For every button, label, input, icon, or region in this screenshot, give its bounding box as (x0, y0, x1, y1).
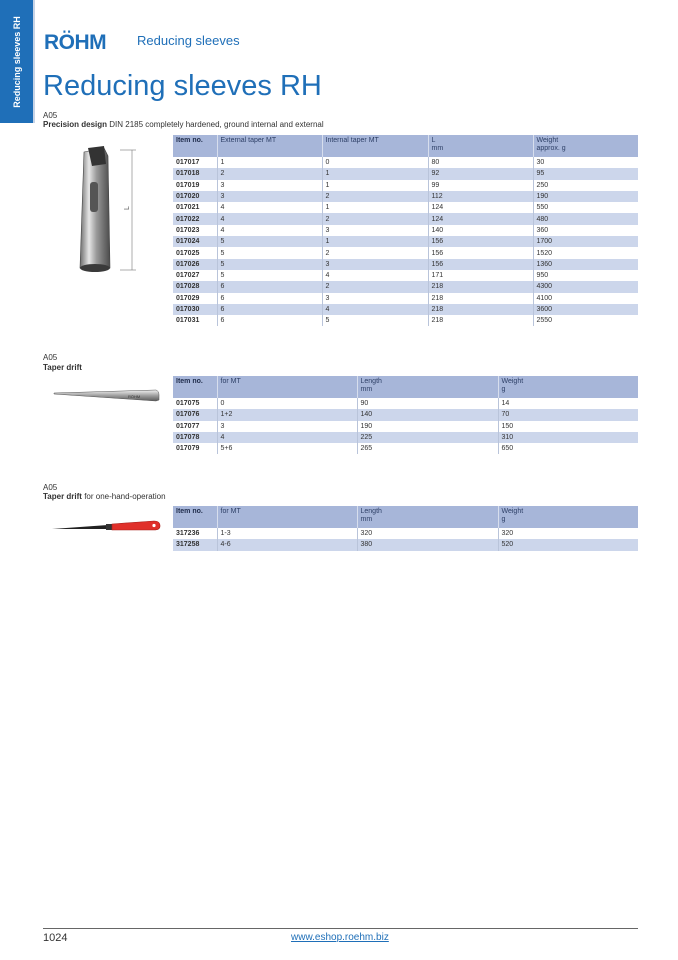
section3-desc-bold: Taper drift (43, 492, 82, 501)
table-cell: 218 (428, 281, 533, 292)
one-hand-drift-table (173, 506, 638, 551)
table-cell: 480 (533, 213, 638, 224)
svg-text:RÖHM: RÖHM (44, 31, 107, 53)
table-cell: 92 (428, 168, 533, 179)
section2-code: A05 (43, 353, 58, 362)
table-cell: 4100 (533, 293, 638, 304)
item-number-cell: 017030 (173, 304, 217, 315)
table-row (173, 180, 638, 191)
table-cell: 950 (533, 270, 638, 281)
table-cell: 4 (217, 202, 322, 213)
item-number-cell: 017023 (176, 226, 200, 234)
table-cell: 550 (533, 202, 638, 213)
table-cell: 4 (217, 213, 322, 224)
taper-drift-image (52, 388, 160, 404)
footer-divider (43, 928, 638, 929)
table-cell: 1700 (533, 236, 638, 247)
section3-desc-rest: for one-hand-operation (81, 492, 166, 501)
item-number-cell: 017024 (173, 236, 217, 247)
section2-description (43, 363, 82, 372)
table-cell: 2 (322, 247, 428, 258)
table-cell: 99 (428, 180, 533, 191)
table-cell: 2550 (533, 315, 638, 326)
table-cell: 4-6 (217, 539, 357, 550)
item-number-cell: 017027 (176, 272, 200, 280)
col-weight: Weight g (498, 376, 638, 398)
table-row (173, 270, 638, 281)
col-weight: Weight approx. g (533, 135, 638, 157)
table-cell: 4300 (533, 281, 638, 292)
item-number-cell: 017079 (176, 445, 200, 453)
section3-code: A05 (43, 483, 58, 492)
table-cell: 1 (217, 157, 322, 168)
item-number-cell: 017076 (173, 409, 217, 420)
table-cell: 5 (217, 270, 322, 281)
table-row (173, 236, 638, 247)
table-cell: 2 (322, 213, 428, 224)
table-header-row (173, 376, 638, 398)
one-hand-drift-image (50, 518, 162, 536)
table-row (173, 539, 638, 550)
table-row (173, 528, 638, 539)
col-weight: Weight g (498, 506, 638, 528)
table-cell: 124 (428, 202, 533, 213)
col-item-no: Item no. (173, 506, 217, 528)
table-cell: 225 (357, 432, 498, 443)
table-cell: 6 (217, 281, 322, 292)
col-length: Length mm (357, 506, 498, 528)
item-number-cell: 017020 (173, 191, 217, 202)
side-section-tab (0, 0, 35, 123)
roehm-logo (43, 29, 118, 53)
item-number-cell: 017075 (176, 400, 200, 408)
table-cell: 320 (498, 528, 638, 539)
table-cell: 6 (217, 293, 322, 304)
table-row (173, 259, 638, 270)
table-cell: 250 (533, 180, 638, 191)
table-cell: 1520 (533, 247, 638, 258)
table-row (173, 191, 638, 202)
table-row (173, 202, 638, 213)
table-header-row (173, 135, 638, 157)
reducing-sleeves-table (173, 135, 638, 326)
item-number-cell: 017031 (176, 317, 200, 325)
table-row (173, 281, 638, 292)
item-number-cell: 017017 (176, 159, 200, 167)
section1-desc-rest: DIN 2185 completely hardened, ground internal and external (107, 120, 324, 129)
table-cell: 6 (217, 315, 322, 326)
section1-desc-bold: Precision design (43, 120, 108, 129)
table-cell: 4 (322, 270, 428, 281)
table-cell: 5 (322, 315, 428, 326)
table-cell: 140 (357, 409, 498, 420)
table-cell: 265 (357, 443, 498, 454)
table-cell: 218 (428, 293, 533, 304)
table-row (173, 443, 638, 454)
col-length: Length mm (357, 376, 498, 398)
col-length: L mm (428, 135, 533, 157)
table-cell: 171 (428, 270, 533, 281)
section2-desc-bold: Taper drift (43, 363, 82, 372)
col-external-taper: External taper MT (217, 135, 322, 157)
item-number-cell: 017019 (176, 181, 200, 189)
table-cell: 3 (322, 293, 428, 304)
table-cell: 4 (217, 225, 322, 236)
table-cell: 1-3 (217, 528, 357, 539)
table-row (173, 213, 638, 224)
side-tab-label: Reducing sleeves RH (11, 15, 22, 108)
item-number-cell: 017025 (176, 249, 200, 257)
table-cell: 1+2 (217, 409, 357, 420)
item-number-cell: 017026 (173, 259, 217, 270)
table-cell: 112 (428, 191, 533, 202)
table-cell: 2 (217, 168, 322, 179)
item-number-cell: 317236 (176, 530, 200, 538)
item-number-cell: 017077 (176, 422, 200, 430)
table-row (173, 432, 638, 443)
table-cell: 650 (498, 443, 638, 454)
table-cell: 156 (428, 259, 533, 270)
table-cell: 310 (498, 432, 638, 443)
table-cell: 3 (217, 180, 322, 191)
table-row (173, 157, 638, 168)
table-cell: 218 (428, 304, 533, 315)
header-title: Reducing sleeves (137, 33, 240, 48)
col-internal-taper: Internal taper MT (322, 135, 428, 157)
table-cell: 90 (357, 398, 498, 409)
table-cell: 156 (428, 247, 533, 258)
item-number-cell: 017021 (176, 204, 200, 212)
section1-description (43, 120, 324, 129)
table-cell: 190 (533, 191, 638, 202)
table-cell: 1 (322, 168, 428, 179)
table-cell: 5 (217, 236, 322, 247)
item-number-cell: 017018 (173, 168, 217, 179)
table-cell: 150 (498, 421, 638, 432)
table-cell: 6 (217, 304, 322, 315)
table-row (173, 398, 638, 409)
table-cell: 156 (428, 236, 533, 247)
table-cell: 520 (498, 539, 638, 550)
table-row (173, 225, 638, 236)
dimension-l-label: L (124, 206, 131, 210)
taper-drift-table (173, 376, 638, 454)
col-item-no: Item no. (173, 135, 217, 157)
table-cell: 5 (217, 247, 322, 258)
table-cell: 2 (322, 191, 428, 202)
section3-description (43, 492, 166, 501)
table-cell: 30 (533, 157, 638, 168)
item-number-cell: 017022 (173, 213, 217, 224)
table-cell: 5 (217, 259, 322, 270)
table-cell: 1 (322, 202, 428, 213)
table-cell: 3 (217, 191, 322, 202)
page-number: 1024 (43, 932, 68, 944)
table-cell: 3 (322, 225, 428, 236)
col-for-mt: for MT (217, 506, 357, 528)
table-cell: 3600 (533, 304, 638, 315)
table-cell: 2 (322, 281, 428, 292)
table-cell: 1 (322, 236, 428, 247)
table-cell: 14 (498, 398, 638, 409)
table-cell: 4 (322, 304, 428, 315)
table-cell: 95 (533, 168, 638, 179)
table-cell: 380 (357, 539, 498, 550)
table-cell: 190 (357, 421, 498, 432)
item-number-cell: 017029 (176, 294, 200, 302)
table-row (173, 304, 638, 315)
table-cell: 218 (428, 315, 533, 326)
item-number-cell: 317258 (173, 539, 217, 550)
table-cell: 320 (357, 528, 498, 539)
page-title: Reducing sleeves RH (43, 70, 322, 102)
item-number-cell: 017028 (173, 281, 217, 292)
table-cell: 80 (428, 157, 533, 168)
table-cell: 0 (217, 398, 357, 409)
section1-code: A05 (43, 111, 58, 120)
table-cell: 3 (217, 421, 357, 432)
table-cell: 0 (322, 157, 428, 168)
table-row (173, 247, 638, 258)
reducing-sleeve-image (70, 142, 142, 276)
col-for-mt: for MT (217, 376, 357, 398)
table-row (173, 168, 638, 179)
table-cell: 140 (428, 225, 533, 236)
shop-link[interactable]: www.eshop.roehm.biz (291, 932, 389, 943)
table-cell: 3 (322, 259, 428, 270)
table-cell: 124 (428, 213, 533, 224)
drift-engraving: RÖHM (128, 394, 141, 399)
table-row (173, 421, 638, 432)
table-cell: 1360 (533, 259, 638, 270)
table-cell: 70 (498, 409, 638, 420)
table-row (173, 409, 638, 420)
table-cell: 5+6 (217, 443, 357, 454)
table-cell: 4 (217, 432, 357, 443)
table-cell: 360 (533, 225, 638, 236)
table-header-row (173, 506, 638, 528)
table-row (173, 293, 638, 304)
col-item-no: Item no. (173, 376, 217, 398)
table-row (173, 315, 638, 326)
table-cell: 1 (322, 180, 428, 191)
item-number-cell: 017078 (173, 432, 217, 443)
